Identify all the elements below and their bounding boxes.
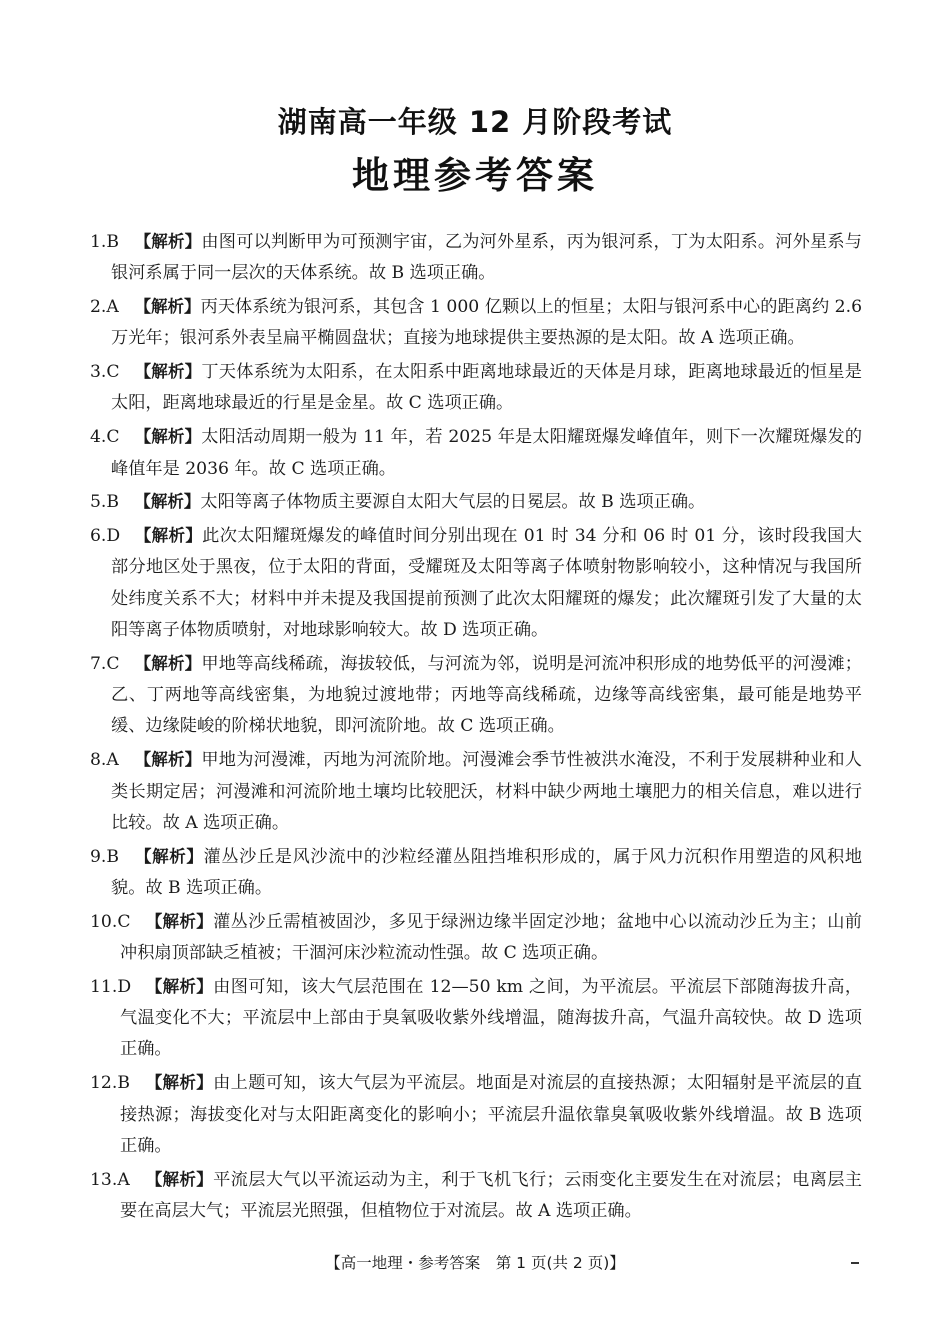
analysis-text: 由图可以判断甲为可预测宇宙，乙为河外星系，丙为银河系，丁为太阳系。河外星系与银河系属于同一层次的天体系统。故 B 选项正确。 (111, 232, 862, 284)
answer-item (90, 971, 862, 1066)
answer-choice: B (106, 492, 120, 513)
analysis-tag: 【解析】 (134, 846, 204, 866)
analysis-text: 由图可知，该大气层范围在 12—50 km 之间，为平流层。平流层下部随海拔升高，气温变化不大；平流层中上部由于臭氧吸收紫外线增温，随海拔升高，气温升高较快。故 D 选项正确。 (120, 976, 863, 1060)
analysis-text: 平流层大气以平流运动为主，利于飞机飞行；云雨变化主要发生在对流层；电离层主要在高层大气；平流层光照强，但植物位于对流层。故 A 选项正确。 (120, 1169, 862, 1221)
document-subtitle: 地理参考答案 (352, 154, 598, 197)
answer-item (90, 1164, 862, 1228)
exam-title: 湖南高一年级 12 月阶段考试 (277, 105, 673, 139)
answer-item (90, 744, 862, 839)
analysis-tag: 【解析】 (145, 976, 214, 996)
analysis-tag: 【解析】 (145, 1073, 214, 1093)
answer-item (90, 421, 862, 485)
analysis-tag: 【解析】 (145, 1169, 214, 1189)
answer-number: 5. (90, 492, 107, 513)
analysis-text: 丙天体系统为银河系，其包含 1 000 亿颗以上的恒星；太阳与银河系中心的距离约 2.6 万光年；银河系外表呈扁平椭圆盘状；直接为地球提供主要热源的是太阳。故 A 选项正确。 (111, 297, 863, 349)
analysis-tag: 【解析】 (134, 526, 203, 546)
answer-item (90, 1067, 862, 1162)
answer-item (90, 291, 862, 355)
answer-item (90, 486, 862, 518)
analysis-tag: 【解析】 (145, 911, 214, 931)
analysis-tag: 【解析】 (134, 297, 201, 317)
answer-choice: B (106, 232, 120, 252)
analysis-tag: 【解析】 (134, 427, 202, 447)
analysis-text: 此次太阳耀斑爆发的峰值时间分别出现在 01 时 34 分和 06 时 01 分，该时段我国大部分地区处于黑夜，位于太阳的背面，受耀斑及太阳等离子体喷射物影响较小，这种情况与我国所处纬度关系不大；材料中并未提及我国提前预测了此次太阳耀斑的爆发；此次耀斑引发了大量的太阳等离子体物质喷射，对地球影响较大。故 D 选项正确。 (111, 526, 862, 641)
answer-number: 11. (90, 976, 118, 997)
answer-choice: C (117, 911, 131, 932)
answer-item (90, 648, 862, 743)
answer-choice: C (106, 653, 120, 674)
answer-number: 1. (90, 232, 107, 252)
answer-number: 10. (90, 911, 118, 932)
analysis-text: 太阳等离子体物质主要源自太阳大气层的日冕层。故 B 选项正确。 (200, 492, 706, 513)
answer-choice: A (117, 1169, 130, 1190)
answer-choice: B (106, 846, 120, 867)
answer-list (90, 226, 862, 1229)
analysis-text: 丁天体系统为太阳系，在太阳系中距离地球最近的天体是月球，距离地球最近的恒星是太阳，距离地球最近的行星是金星。故 C 选项正确。 (111, 362, 862, 414)
answer-choice: A (106, 297, 119, 318)
answer-choice: D (106, 526, 121, 547)
analysis-text: 甲地为河漫滩，丙地为河流阶地。河漫滩会季节性被洪水淹没，不利于发展耕种业和人类长期定居；河漫滩和河流阶地土壤均比较肥沃，材料中缺少两地土壤肥力的相关信息，难以进行比较。故 A 选项正确。 (111, 750, 862, 833)
answer-choice: C (106, 427, 120, 448)
analysis-text: 灌丛沙丘是风沙流中的沙粒经灌丛阻挡堆积形成的，属于风力沉积作用塑造的风积地貌。故 B 选项正确。 (111, 846, 863, 898)
answer-item (90, 841, 862, 905)
answer-item (90, 906, 862, 970)
answer-number: 3. (90, 362, 107, 383)
answer-number: 13. (90, 1169, 118, 1190)
answer-number: 2. (90, 297, 107, 318)
answer-item (90, 356, 862, 420)
analysis-tag: 【解析】 (134, 492, 201, 512)
analysis-tag: 【解析】 (134, 362, 202, 382)
answer-item (90, 226, 862, 290)
analysis-text: 甲地等高线稀疏，海拔较低，与河流为邻，说明是河流冲积形成的地势低平的河漫滩；乙、丁两地等高线密集，为地貌过渡地带；丙地等高线稀疏，边缘等高线密集，最可能是地势平缓、边缘陡峻的阶梯状地貌，即河流阶地。故 C 选项正确。 (111, 653, 862, 737)
analysis-text: 由上题可知，该大气层为平流层。地面是对流层的直接热源；太阳辐射是平流层的直接热源；海拔变化对与太阳距离变化的影响小；平流层升温依靠臭氧吸收紫外线增温。故 B 选项正确。 (120, 1073, 862, 1156)
answer-choice: B (117, 1073, 130, 1094)
analysis-tag: 【解析】 (134, 750, 202, 770)
analysis-text: 太阳活动周期一般为 11 年，若 2025 年是太阳耀斑爆发峰值年，则下一次耀斑爆发的峰值年是 2036 年。故 C 选项正确。 (111, 427, 863, 479)
answer-number: 7. (90, 653, 107, 674)
answer-number: 6. (90, 526, 107, 547)
page-footer: 【高一地理・参考答案 第 1 页(共 2 页)】 (325, 1254, 625, 1272)
answer-number: 4. (90, 427, 107, 448)
corner-mark (851, 1262, 859, 1264)
analysis-text: 灌丛沙丘需植被固沙，多见于绿洲边缘半固定沙地；盆地中心以流动沙丘为主；山前冲积扇顶部缺乏植被；干涸河床沙粒流动性强。故 C 选项正确。 (120, 911, 862, 964)
answer-choice: A (106, 750, 119, 771)
answer-item (90, 520, 862, 646)
answer-choice: D (117, 976, 132, 997)
answer-number: 8. (90, 750, 107, 771)
answer-number: 9. (90, 846, 107, 867)
analysis-tag: 【解析】 (134, 232, 202, 251)
analysis-tag: 【解析】 (134, 653, 202, 673)
answer-number: 12. (90, 1073, 118, 1094)
answer-choice: C (106, 362, 120, 383)
